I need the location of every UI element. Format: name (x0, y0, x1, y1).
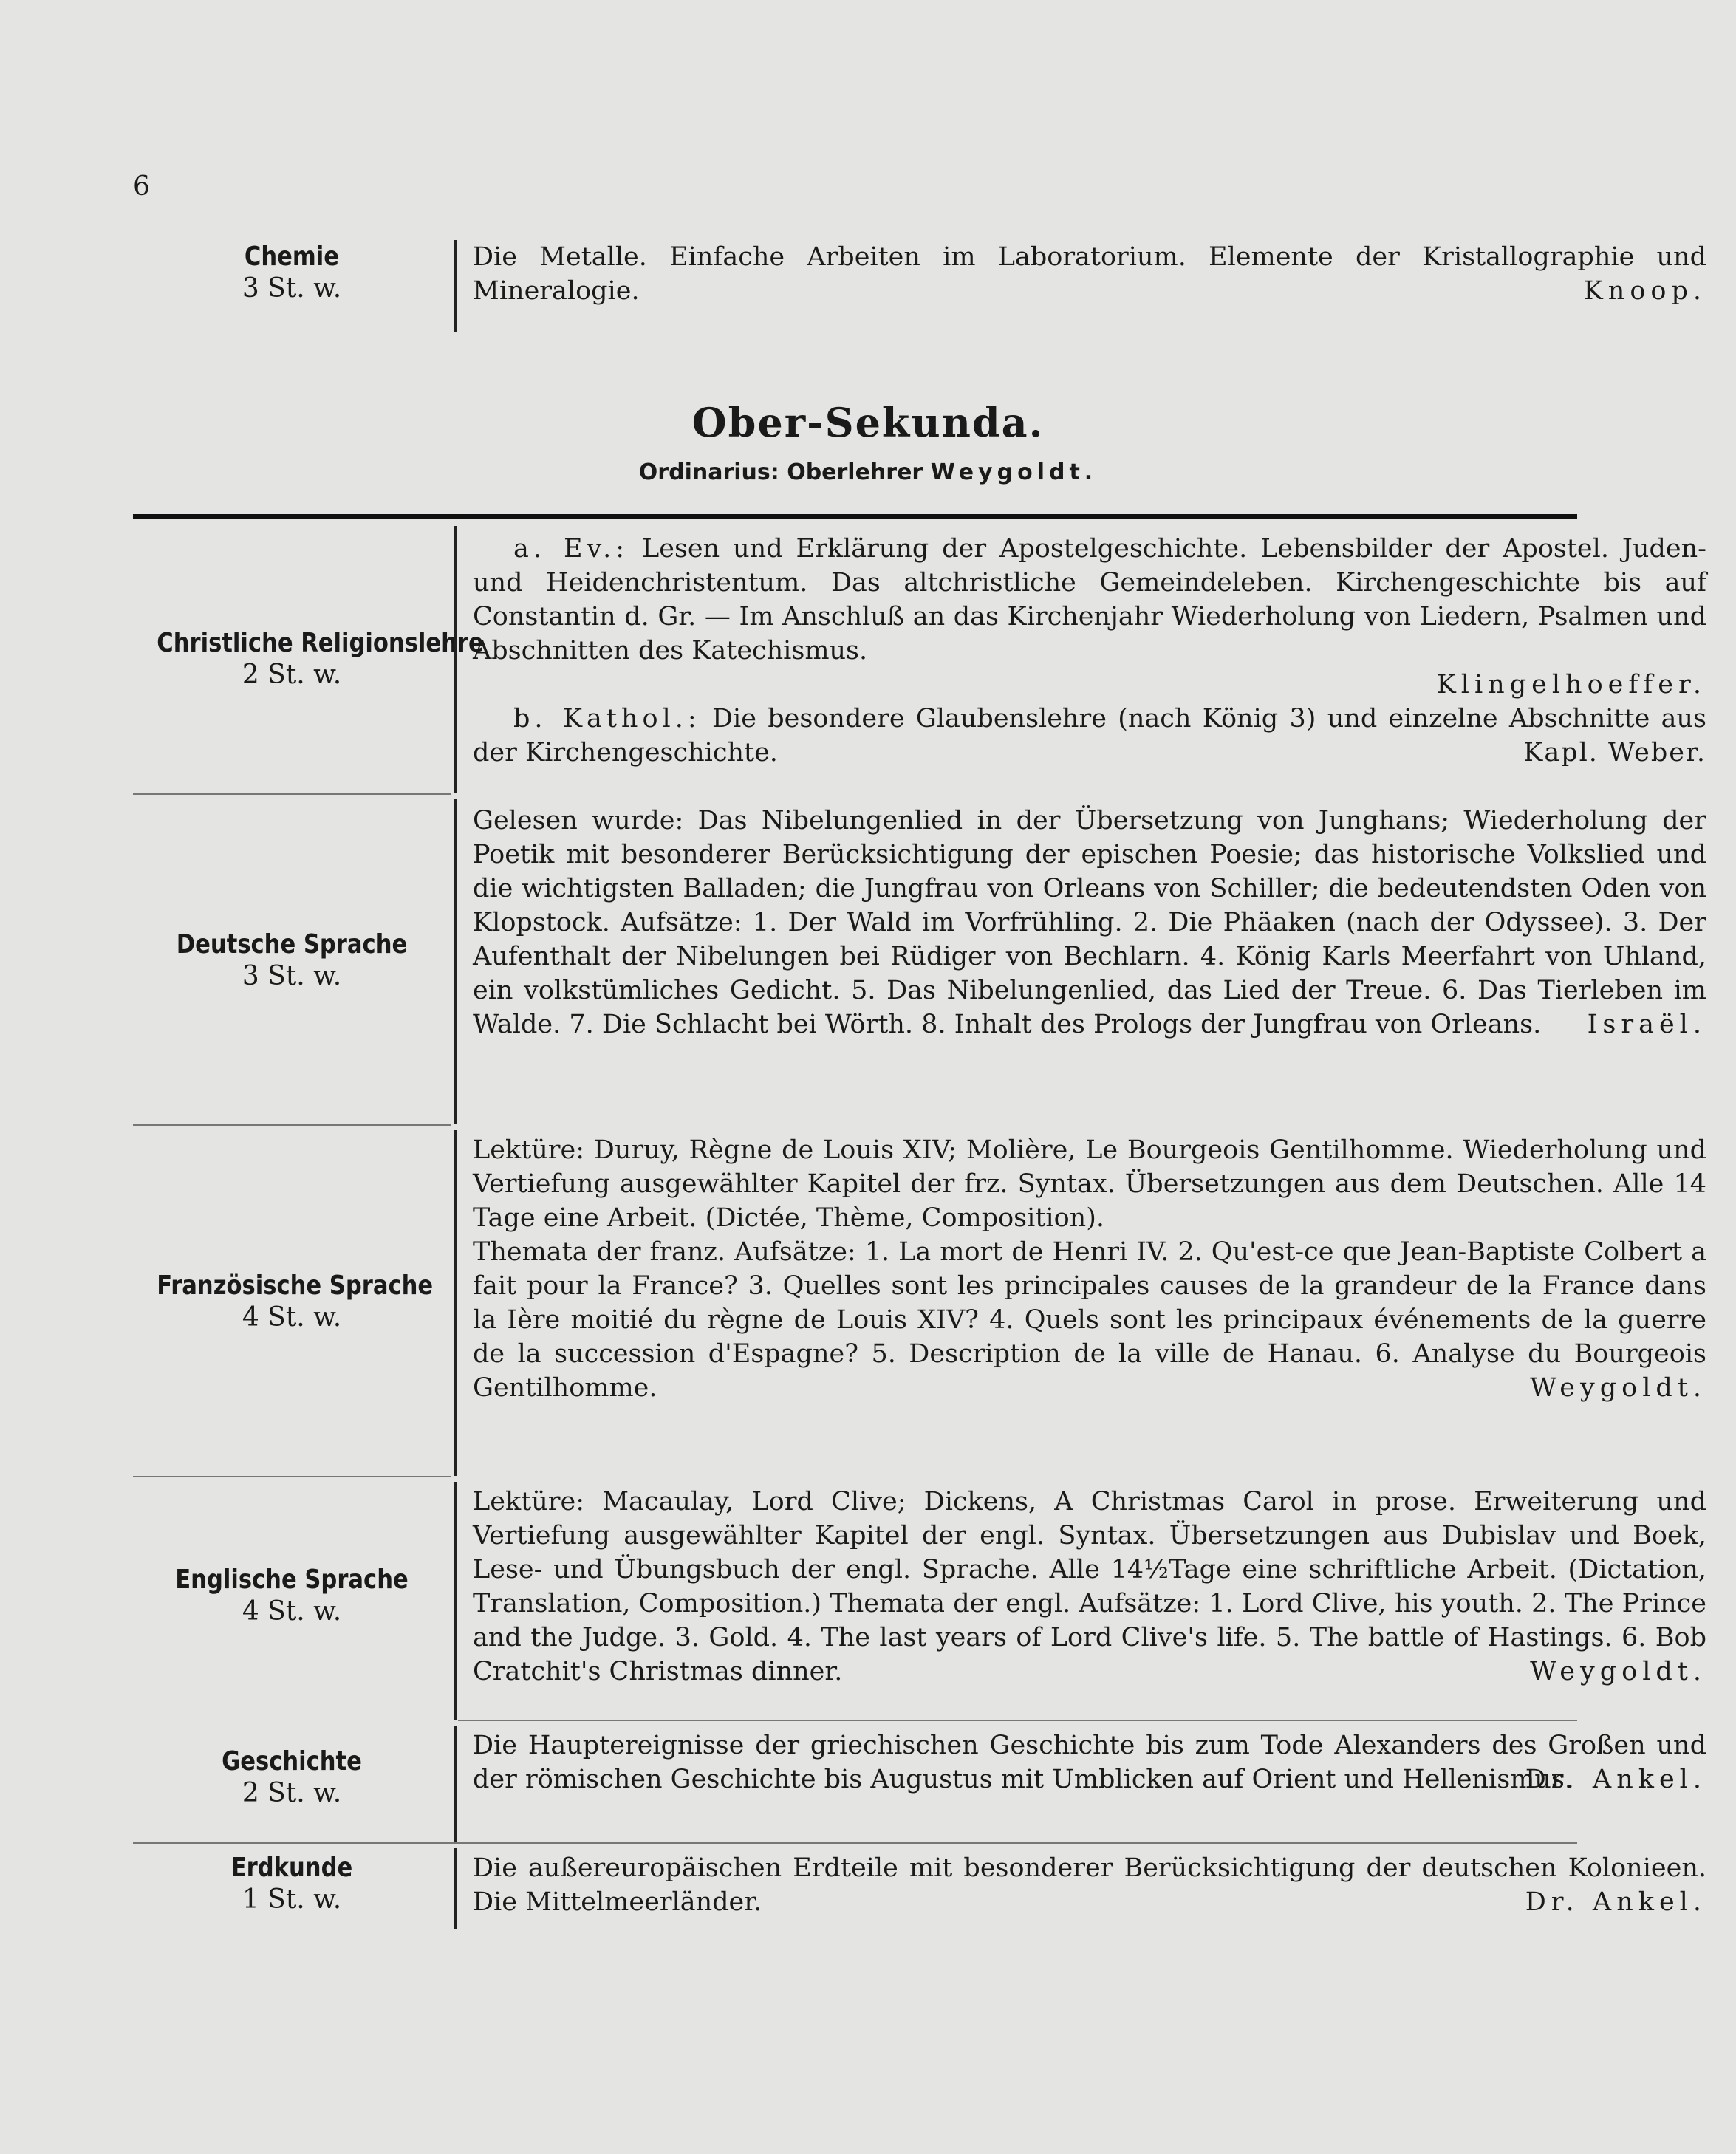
subject-name: Christliche Religionslehre (157, 628, 484, 658)
teacher-signature: Weygoldt. (1530, 1657, 1706, 1686)
header-rule (133, 514, 1577, 519)
ordinarius-line (0, 459, 1736, 485)
subject-text: Lektüre: Duruy, Règne de Louis XIV; Molière, Le Bourgeois Gentilhomme. Wiederholung und Vertiefung ausgewählter Kapitel der frz. Syntax. Übersetzungen aus dem Deutschen. Alle 14 Tage eine Arbeit. (Dictée, Thème, Composition). (473, 1135, 1706, 1233)
erdkunde-row (133, 1848, 1706, 1929)
englisch-row (133, 1482, 1706, 1720)
teacher-signature: Israël. (1587, 1010, 1706, 1039)
page-number: 6 (133, 171, 150, 202)
teacher-signature: Knoop. (1583, 276, 1706, 306)
section-title: Ober-Sekunda. (691, 399, 1045, 446)
subject-text-themes: Themata der franz. Aufsätze: 1. La mort de Henri IV. 2. Qu'est-ce que Jean-Baptiste Colbert a fait pour la France? 3. Quelles sont les principales causes de la grandeur de la France dans la Ière moitié du règne de Louis XIV? 4. Quels sont les principaux événements de la guerre de la succession d'Espagne? 5. Description de la ville de Hanau. 6. Analyse du Bourgeois Gentilhomme. (473, 1237, 1706, 1403)
teacher-signature: Dr. Ankel. (1525, 1887, 1706, 1917)
column-divider (454, 1482, 457, 1720)
subject-name: Deutsche Sprache (176, 929, 408, 960)
subject-text: Die Hauptereignisse der griechischen Geschichte bis zum Tode Alexanders des Großen und der römischen Geschichte bis Augustus mit Umblicken auf Orient und Hellenismus. (473, 1731, 1706, 1794)
row-divider (133, 1124, 451, 1126)
row-divider (133, 1476, 451, 1477)
subject-hours: 1 St. w. (242, 1884, 342, 1915)
subject-name: Erdkunde (230, 1853, 353, 1883)
chemie-row (133, 240, 1706, 332)
ordinarius-name: Weygoldt. (930, 459, 1098, 485)
subject-text: Die Metalle. Einfache Arbeiten im Laboratorium. Elemente der Kristallographie und Mineralogie. (473, 242, 1706, 306)
religion-ev-paragraph (473, 532, 1706, 668)
subject-hours: 4 St. w. (242, 1302, 342, 1333)
subject-text: Lektüre: Macaulay, Lord Clive; Dickens, A Christmas Carol in prose. Erweiterung und Vertiefung ausgewählter Kapitel der engl. Syntax. Übersetzungen aus Dubislav und Boek, Lese- und Übungsbuch der engl. Sprache. Alle 14½Tage eine schriftliche Arbeit. (Dictation, Translation, Composition.) Themata der engl. Aufsätze: 1. Lord Clive, his youth. 2. The Prince and the Judge. 3. Gold. 4. The last years of Lord Clive's life. 5. The battle of Hastings. 6. Bob Cratchit's Christmas dinner. (473, 1487, 1706, 1686)
column-divider (454, 240, 457, 332)
kath-label: b. Kathol.: (513, 704, 701, 734)
teacher-signature: Klingelhoeffer. (1436, 670, 1706, 700)
subject-hours: 3 St. w. (242, 961, 342, 991)
teacher-signature: Dr. Ankel. (1525, 1765, 1706, 1794)
subject-hours: 2 St. w. (242, 660, 342, 690)
column-divider (454, 1726, 457, 1842)
column-divider (454, 1848, 457, 1929)
ev-label: a. Ev.: (513, 534, 629, 564)
teacher-signature: Weygoldt. (1530, 1373, 1706, 1403)
subject-hours: 3 St. w. (242, 273, 342, 304)
kath-text: Die besondere Glaubenslehre (nach König 3) und einzelne Abschnitte aus der Kirchengeschichte. (473, 704, 1706, 767)
geschichte-row (133, 1726, 1706, 1842)
subject-text: Die außereuropäischen Erdteile mit besonderer Berücksichtigung der deutschen Kolonieen. Die Mittelmeerländer. (473, 1853, 1706, 1917)
subject-name: Chemie (244, 242, 340, 272)
column-divider (454, 1130, 457, 1476)
row-divider (458, 1720, 1577, 1721)
subject-name: Geschichte (222, 1746, 362, 1777)
deutsch-row (133, 799, 1706, 1124)
row-divider (133, 793, 451, 795)
subject-hours: 4 St. w. (242, 1596, 342, 1627)
subject-name: Französische Sprache (157, 1271, 434, 1301)
ev-text: Lesen und Erklärung der Apostelgeschichte. Lebensbilder der Apostel. Juden- und Heidenchristentum. Das altchristliche Gemeindeleben. Kirchengeschichte bis auf Constantin d. Gr. — Im Anschluß an das Kirchenjahr Wiederholung von Liedern, Psalmen und Abschnitten des Katechismus. (473, 534, 1706, 666)
franzoesisch-row (133, 1130, 1706, 1476)
subject-hours: 2 St. w. (242, 1778, 342, 1808)
column-divider (454, 799, 457, 1124)
ordinarius-label: Ordinarius: Oberlehrer (638, 459, 923, 485)
religion-row (133, 526, 1706, 793)
teacher-signature: Kapl. Weber. (1523, 738, 1706, 767)
column-divider (454, 526, 457, 793)
subject-text: Gelesen wurde: Das Nibelungenlied in der Übersetzung von Junghans; Wiederholung der Poetik mit besonderer Berücksichtigung der epischen Poesie; das historische Volkslied und die wichtigsten Balladen; die Jungfrau von Orleans von Schiller; die bedeutendsten Oden von Klopstock. Aufsätze: 1. Der Wald im Vorfrühling. 2. Die Phäaken (nach der Odyssee). 3. Der Aufenthalt der Nibelungen bei Rüdiger von Bechlarn. 4. König Karls Meerfahrt von Uhland, ein volkstümliches Gedicht. 5. Das Nibelungenlied, das Lied der Treue. 6. Das Tierleben im Walde. 7. Die Schlacht bei Wörth. 8. Inhalt des Prologs der Jungfrau von Orleans. (473, 806, 1706, 1039)
row-divider (133, 1842, 1577, 1844)
subject-name: Englische Sprache (175, 1565, 409, 1595)
